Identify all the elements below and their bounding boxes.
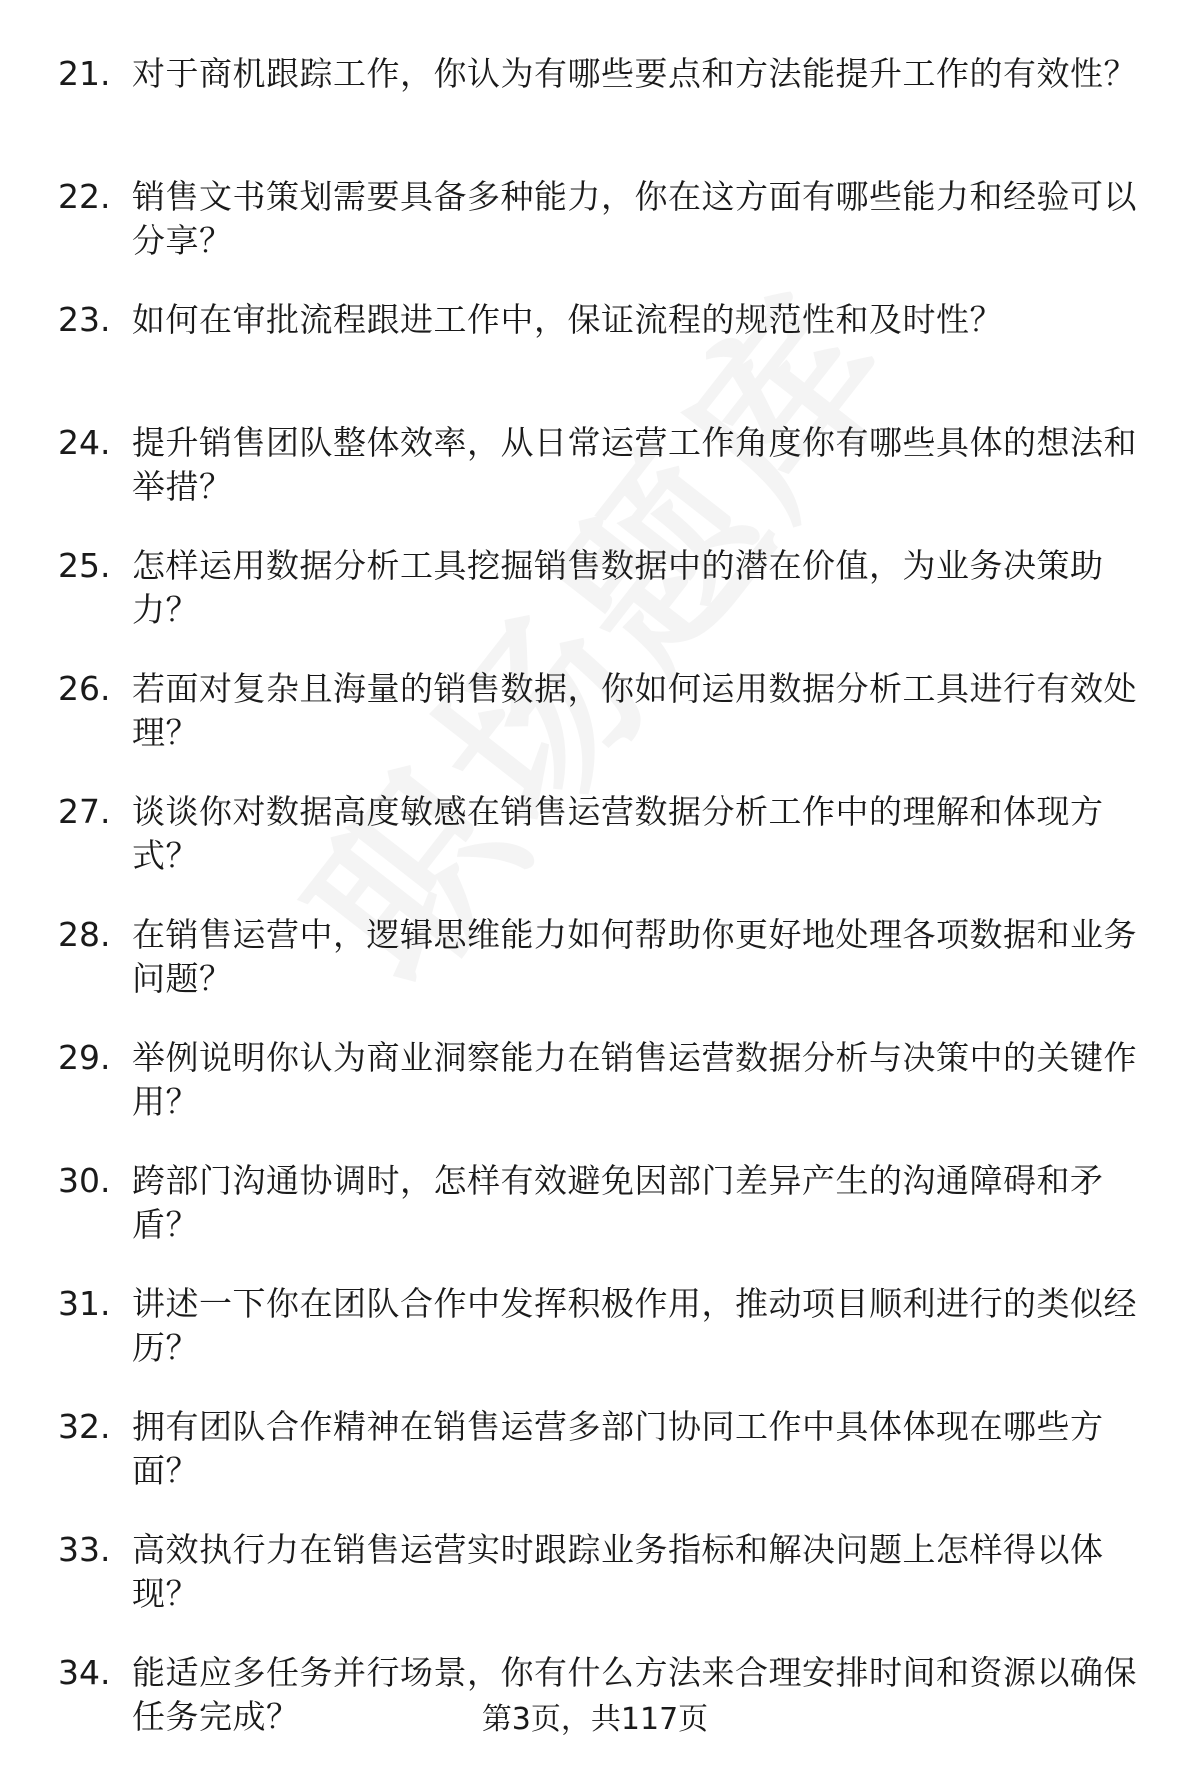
question-item <box>58 1405 1148 1528</box>
question-item <box>58 913 1148 1036</box>
question-number: 30. <box>58 1161 111 1200</box>
question-text: 拥有团队合作精神在销售运营多部门协同工作中具体体现在哪些方面？ <box>132 1407 1104 1490</box>
question-item <box>58 175 1148 298</box>
question-number: 34. <box>58 1653 111 1692</box>
question-text: 提升销售团队整体效率，从日常运营工作角度你有哪些具体的想法和举措？ <box>132 423 1137 506</box>
question-text: 怎样运用数据分析工具挖掘销售数据中的潜在价值，为业务决策助力？ <box>132 546 1104 629</box>
question-item <box>58 421 1148 544</box>
question-number: 29. <box>58 1038 111 1077</box>
question-number: 21. <box>58 54 111 93</box>
question-item <box>58 1159 1148 1282</box>
question-item <box>58 667 1148 790</box>
question-number: 27. <box>58 792 111 831</box>
question-text: 讲述一下你在团队合作中发挥积极作用，推动项目顺利进行的类似经历？ <box>132 1284 1137 1367</box>
question-item <box>58 544 1148 667</box>
question-text: 能适应多任务并行场景，你有什么方法来合理安排时间和资源以确保任务完成？ <box>132 1653 1137 1736</box>
question-number: 24. <box>58 423 111 462</box>
question-number: 22. <box>58 177 111 216</box>
page-footer: 第3页，共117页 <box>481 1702 709 1737</box>
question-text: 跨部门沟通协调时，怎样有效避免因部门差异产生的沟通障碍和矛盾？ <box>132 1161 1104 1244</box>
question-number: 32. <box>58 1407 111 1446</box>
question-text: 若面对复杂且海量的销售数据，你如何运用数据分析工具进行有效处理？ <box>132 669 1137 752</box>
question-text: 如何在审批流程跟进工作中，保证流程的规范性和及时性？ <box>132 300 1003 339</box>
question-item <box>58 52 1148 175</box>
question-number: 31. <box>58 1284 111 1323</box>
question-number: 33. <box>58 1530 111 1569</box>
question-list <box>58 52 1148 1774</box>
question-text: 举例说明你认为商业洞察能力在销售运营数据分析与决策中的关键作用？ <box>132 1038 1137 1121</box>
question-number: 26. <box>58 669 111 708</box>
question-item <box>58 298 1148 421</box>
question-item <box>58 790 1148 913</box>
question-number: 23. <box>58 300 111 339</box>
question-text: 谈谈你对数据高度敏感在销售运营数据分析工作中的理解和体现方式？ <box>132 792 1104 875</box>
question-text: 对于商机跟踪工作，你认为有哪些要点和方法能提升工作的有效性？ <box>132 54 1137 93</box>
question-text: 销售文书策划需要具备多种能力，你在这方面有哪些能力和经验可以分享？ <box>132 177 1137 260</box>
question-number: 25. <box>58 546 111 585</box>
question-item <box>58 1036 1148 1159</box>
question-item <box>58 1528 1148 1651</box>
question-item <box>58 1282 1148 1405</box>
question-text: 高效执行力在销售运营实时跟踪业务指标和解决问题上怎样得以体现？ <box>132 1530 1104 1613</box>
question-text: 在销售运营中，逻辑思维能力如何帮助你更好地处理各项数据和业务问题？ <box>132 915 1137 998</box>
question-number: 28. <box>58 915 111 954</box>
